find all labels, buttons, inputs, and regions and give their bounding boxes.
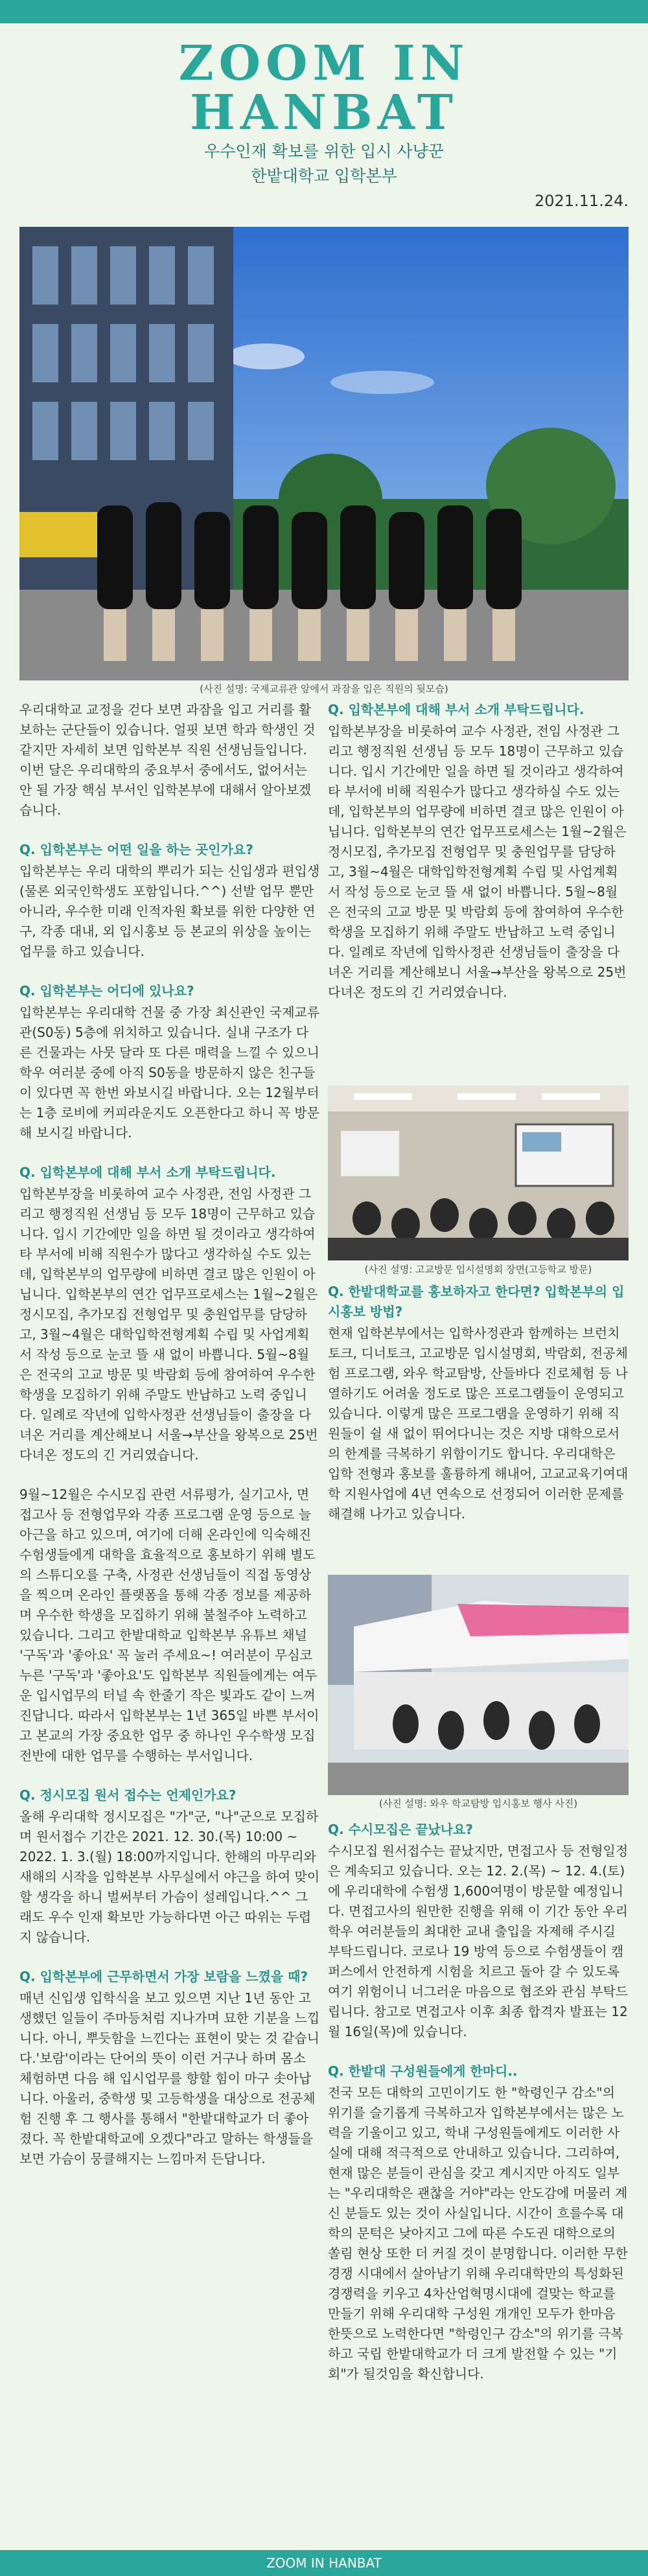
section-where xyxy=(19,981,320,1143)
caption-photo1: (사진 설명: 국제교류관 앞에서 과잠을 입은 직원의 뒷모습) xyxy=(200,683,448,695)
question-where: Q. 입학본부는 어디에 있나요? xyxy=(19,983,194,999)
title-line-2: HANBAT xyxy=(190,85,458,141)
caption-photo2: (사진 설명: 고교방문 입시설명회 장면(고등학교 방문) xyxy=(364,1264,592,1275)
top-band xyxy=(0,0,648,23)
section-reward xyxy=(19,1967,320,2169)
section-what xyxy=(19,840,320,962)
answer-intro: 입학본부장을 비롯하여 교수 사정관, 전임 사정관 그리고 행정직원 선생님 등 모두 18명이 근무하고 있습니다. 입시 기간에만 일을 하면 될 것이라고 생각하여 타 부서에 비해 직원수가 많다고 생각하실 수도 있는데, 입학본부의 업무량에 비하면 결코 많은 인원이 아닙니다. 입학본부의 연간 업무프로세스는 1월~2월은 정시모집, 추가모집 전형업무 및 충원업무를 담당하고, 3월~4월은 대학입학전형계획 수립 및 사업계획서 작성 등으로 눈코 뜰 새 없이 바쁩니다. 5월~8월은 전국의 고교 방문 및 박람회 등에 참여하여 우수한 학생을 모집하기 위해 주말도 반납하고 노력 중입니다. 일례로 작년에 입학사정관 선생님들이 출장을 다녀온 거리를 계산해보니 서울→부산을 왕복으로 25번 다녀온 정도의 긴 거리였습니다. xyxy=(19,1186,318,1463)
section-early xyxy=(328,1820,629,2042)
answer-promo: 현재 입학본부에서는 입학사정관과 함께하는 브런치토크, 디너토크, 고교방문 입시설명회, 박람회, 전공체험 프로그램, 와우 학교탐방, 산들바다 진로체험 등 나열하기도 어려울 정도로 많은 프로그램들이 운영되고 있습니다. 이렇게 많은 프로그램을 운영하기 위해 직원들이 쉴 새 없이 뛰어다니는 것은 지방 대학으로서의 한계를 극복하기 위함이기도 합니다. 우리대학은 입학 전형과 홍보를 훌륭하게 해내어, 고교교육기여대학 지원사업에 4년 연속으로 선정되어 이러한 문제를 해결해 나가고 있습니다. xyxy=(328,1325,629,1522)
right-column-bottom xyxy=(328,1820,629,2384)
intro-paragraph xyxy=(19,700,320,820)
schedule-paragraph xyxy=(19,1485,320,1766)
answer-early: 수시모집 원서접수는 끝났지만, 면접고사 등 전형일정은 계속되고 있습니다. 오는 12. 2.(목) ~ 12. 4.(토)에 우리대학에 수험생 1,600여명이 방문할 예정입니다. 면접고사의 원만한 진행을 위해 이 기간 동안 우리 학우 여러분들의 최대한 교내 출입을 자제해 주시길 부탁드립니다. 코로나 19 방역 등으로 수험생들이 캠퍼스에서 안전하게 시험을 치르고 돌아 갈 수 있도록 여기 위험이니 너그러운 마음으로 협조와 관심 부탁드립니다. 참고로 면접고사 이후 최종 합격자 발표는 12월 16일(목)에 있습니다. xyxy=(328,1843,629,2039)
section-regular xyxy=(19,1785,320,1947)
question-reward: Q. 입학본부에 근무하면서 가장 보람을 느꼈을 때? xyxy=(19,1969,308,1984)
subtitle-line-2: 한밭대학교 입학본부 xyxy=(251,167,397,185)
section-message xyxy=(328,2061,629,2384)
photo-staff-group xyxy=(19,227,629,680)
subtitle-line-1: 우수인재 확보를 위한 입시 사냥꾼 xyxy=(204,142,444,161)
question-early: Q. 수시모집은 끝났나요? xyxy=(328,1822,474,1837)
right-column-mid xyxy=(328,1282,629,1524)
masthead xyxy=(0,36,648,187)
answer-dept: 입학본부장을 비롯하여 교수 사정관, 전임 사정관 그리고 행정직원 선생님 등 모두 18명이 근무하고 있습니다. 입시 기간에만 일을 하면 될 것이라고 생각하여 타 부서에 비해 직원수가 많다고 생각하실 수도 있는데, 입학본부의 업무량에 비하면 결코 많은 인원이 아닙니다. 입학본부의 연간 업무프로세스는 1월~2월은 정시모집, 추가모집 전형업무 및 충원업무를 담당하고, 3월~4월은 대학입학전형계획 수립 및 사업계획서 작성 등으로 눈코 뜰 새 없이 바쁩니다. 5월~8월은 전국의 고교 방문 및 박람회 등에 참여하여 우수한 학생을 모집하기 위해 주말도 반납하고 노력 중입니다. 일례로 작년에 입학사정관 선생님들이 출장을 다녀온 거리를 계산해보니 서울→부산을 왕복으로 25번 다녀온 정도의 긴 거리였습니다. xyxy=(328,723,627,1000)
left-column xyxy=(19,700,320,2169)
answer-what: 입학본부는 우리 대학의 뿌리가 되는 신입생과 편입생(물론 외국인학생도 포함입니다.^^) 선발 업무 뿐만 아니라, 우수한 미래 인적자원 확보를 위한 다양한 연구, 각종 대내, 외 입시홍보 등 본교의 위상을 높이는 업무를 하고 있습니다. xyxy=(19,863,320,959)
question-dept: Q. 입학본부에 대해 부서 소개 부탁드립니다. xyxy=(328,702,584,717)
question-regular: Q. 정시모집 원서 접수는 언제인가요? xyxy=(19,1787,237,1803)
intro-text: 우리대학교 교정을 걷다 보면 과잠을 입고 거리를 활보하는 군단들이 있습니다. 얼핏 보면 학과 학생인 것 같지만 자세히 보면 입학본부 직원 선생님들입니다. 이번 달은 우리대학의 중요부서 중에서도, 없어서는 안 될 가장 핵심 부서인 입학본부에 대해서 알아보겠습니다. xyxy=(19,702,316,818)
title-line-1: ZOOM IN xyxy=(178,36,470,91)
answer-reward: 매년 신입생 입학식을 보고 있으면 지난 1년 동안 고생했던 일들이 주마등처럼 지나가며 묘한 기분을 느낍니다. 아니, 뿌듯함을 느낀다는 표현이 맞는 것 같습니다.'보람'이라는 단어의 뜻이 이런 거구나 하며 몸소 체험하면 다음 해 입시업무를 향할 힘이 마구 솟아납니다. 아울러, 중학생 및 고등학생을 대상으로 전공체험 진행 후 그 행사를 통해서 "한밭대학교가 더 좋아졌다. 꼭 한밭대학교에 오겠다"라고 말하는 학생들을 보면 가슴이 뭉클해지는 느낌마저 든답니다. xyxy=(19,1990,320,2166)
question-promo: Q. 한밭대학교를 홍보하자고 한다면? 입학본부의 입시홍보 방법? xyxy=(328,1284,625,1319)
schedule-text: 9월~12월은 수시모집 관련 서류평가, 실기고사, 면접고사 등 전형업무와 각종 프로그램 운영 등으로 늘 아근을 하고 있으며, 여기에 더해 온라인에 익숙해진 수험생들에게 대학을 효율적으로 홍보하기 위해 별도의 스튜디오를 구축, 사정관 선생님들이 직접 동영상을 찍으며 온라인 플랫폼을 통해 각종 정보를 제공하며 우수한 학생을 모집하기 위해 불철주야 노력하고 있습니다. 그리고 한밭대학교 입학본부 유튜브 채널 '구독'과 '좋아요' 꼭 눌러 주세요~! 여러분이 무심코 누른 '구독'과 '좋아요'도 입학본부 직원들에게는 여두운 입시업무의 터널 속 한줄기 작은 빛과도 같이 느껴진답니다. 따라서 입학본부는 1년 365일 바쁜 부서이고 본교의 가장 중요한 업무 중 하나인 우수학생 모집 전반에 대한 업무를 수행하는 부서입니다. xyxy=(19,1487,319,1763)
issue-date: 2021.11.24. xyxy=(534,192,629,210)
section-intro xyxy=(19,1163,320,1465)
footer: ZOOM IN HANBAT xyxy=(0,2550,648,2576)
question-intro: Q. 입학본부에 대해 부서 소개 부탁드립니다. xyxy=(19,1165,276,1180)
question-message: Q. 한밭대 구성원들에게 한마디.. xyxy=(328,2063,518,2079)
answer-where: 입학본부는 우리대학 건물 중 가장 최신관인 국제교류관(S0동) 5층에 위치하고 있습니다. 실내 구조가 다른 건물과는 사뭇 달라 또 다른 매력을 느낄 수 있으니 학우 여러분 중에 아직 S0동을 방문하지 않은 친구들이 있다면 꼭 한번 와보시길 바랍니다. 오는 12월부터는 1층 로비에 커피라운지도 오픈한다고 하니 꼭 방문해 보시길 바랍니다. xyxy=(19,1004,320,1141)
photo-seminar xyxy=(328,1085,629,1260)
answer-message: 전국 모든 대학의 고민이기도 한 "학령인구 감소"의 위기를 슬기롭게 극복하고자 입학본부에서는 많은 노력을 기울이고 있고, 학내 구성원들에게도 이러한 사실에 대해 적극적으로 안내하고 있습니다. 그리하여, 현재 많은 분들이 관심을 갖고 계시지만 아직도 일부는 "우리대학은 괜찮을 거야"라는 안도감에 머물러 계신 분들도 있는 것이 사실입니다. 시간이 흐를수록 대학의 문턱은 낮아지고 그에 따른 수도권 대학으로의 쏠림 현상 또한 더 커질 것이 분명합니다. 이러한 무한 경쟁 시대에서 살아남기 위해 우리대학만의 특성화된 경쟁력을 키우고 4차산업혁명시대에 걸맞는 학교를 만들기 위해 우리대학 구성원 개개인 모두가 한마음 한뜻으로 노력한다면 "학령인구 감소"의 위기를 극복하고 국립 한밭대학교가 더 크게 발전할 수 있는 "기회"가 될것임을 확신합니다. xyxy=(328,2085,628,2382)
question-what: Q. 입학본부는 어떤 일을 하는 곳인가요? xyxy=(19,842,253,857)
right-column-top xyxy=(328,700,629,1003)
photo-tent-event xyxy=(328,1575,629,1795)
caption-photo3: (사진 설명: 와우 학교탐방 입시홍보 행사 사진) xyxy=(378,1798,578,1809)
answer-regular: 올해 우리대학 정시모집은 "가"군, "나"군으로 모집하며 원서접수 기간은 2021. 12. 30.(목) 10:00 ~ 2022. 1. 3.(월) 18:00까지입니다. 한해의 마무리와 새해의 시작을 입학본부 사무실에서 야근을 하여 맞이할 생각을 하니 벌써부터 가슴이 설레입니다.^^ 그래도 우수 인재 확보만 가능하다면 아근 따위는 두렵지 않습니다. xyxy=(19,1809,320,1945)
